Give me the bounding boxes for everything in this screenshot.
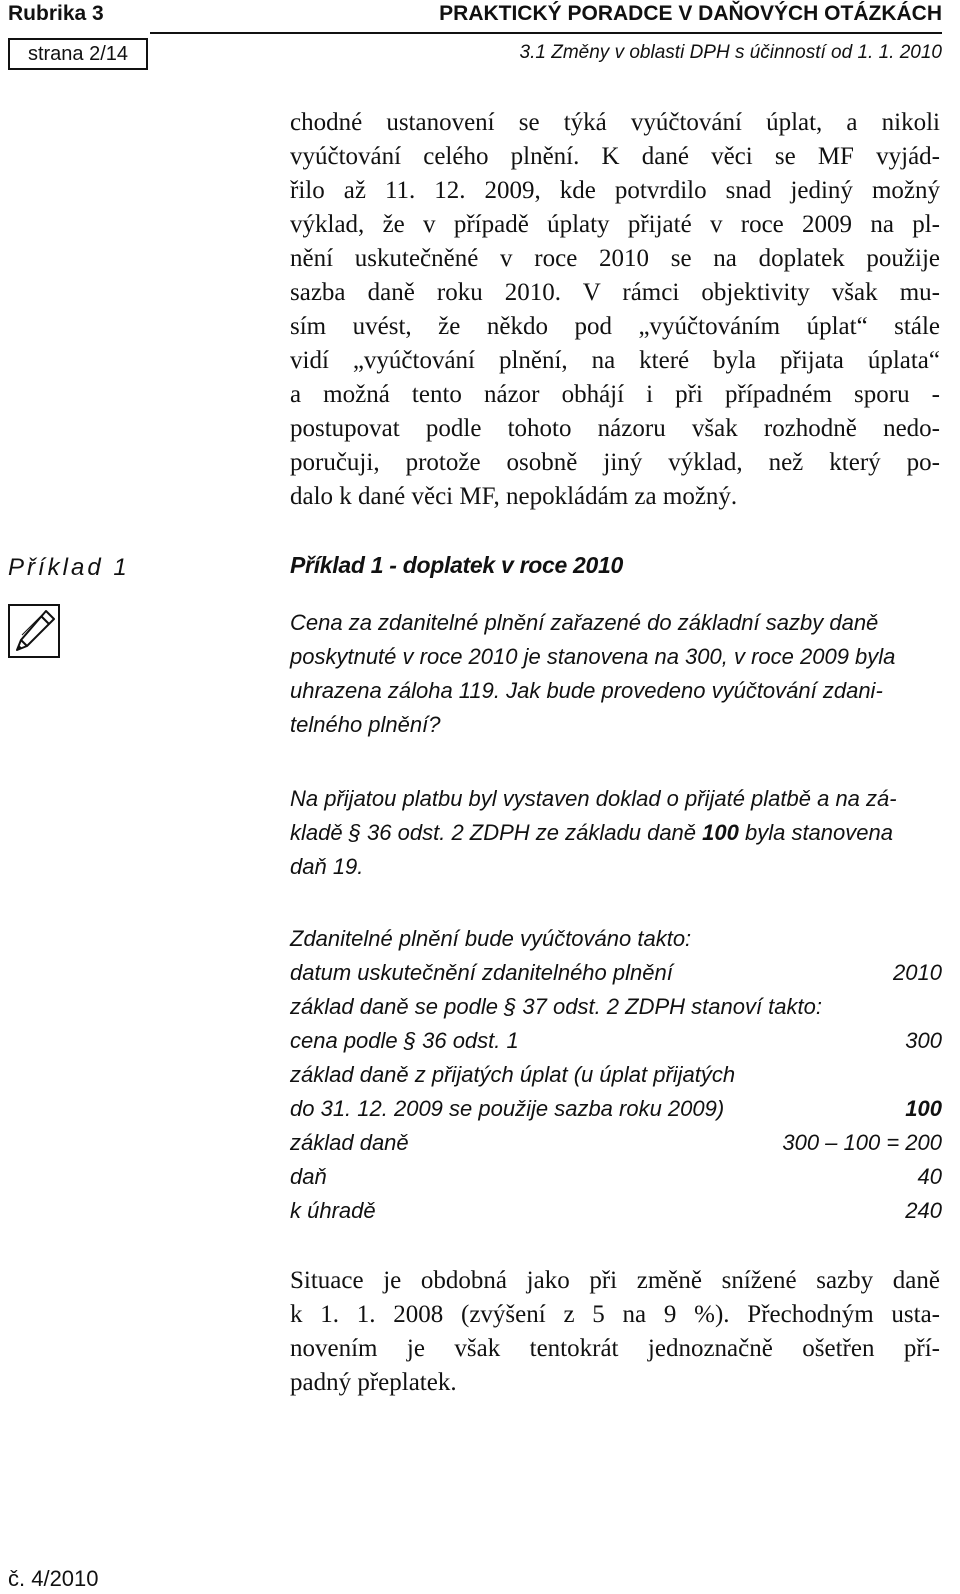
calc-label: k úhradě bbox=[290, 1198, 376, 1223]
chapter-title: 3.1 Změny v oblasti DPH s účinností od 1. 1. 2010 bbox=[519, 42, 942, 63]
calc-label: základ daně bbox=[290, 1130, 409, 1155]
pencil-icon bbox=[8, 604, 60, 658]
calc-label: cena podle § 36 odst. 1 bbox=[290, 1028, 519, 1053]
text-line: dalo k dané věci MF, nepokládám za možný. bbox=[290, 483, 738, 510]
text-line: výklad, že v případě úplaty přijaté v roce 2009 na pl- bbox=[290, 211, 940, 238]
calc-label: do 31. 12. 2009 se použije sazba roku 2009) bbox=[290, 1096, 725, 1121]
issue-number: č. 4/2010 bbox=[8, 1566, 99, 1591]
calc-label: základ daně se podle § 37 odst. 2 ZDPH stanoví takto: bbox=[290, 994, 822, 1019]
example-title: Příklad 1 - doplatek v roce 2010 bbox=[290, 552, 624, 578]
text-line: vidí „vyúčtování plnění, na které byla přijata úplata“ bbox=[290, 347, 940, 374]
calc-label: datum uskutečnění zdanitelného plnění bbox=[290, 960, 673, 985]
tax-base-value: 100 bbox=[702, 820, 739, 845]
calc-row bbox=[290, 1058, 942, 1092]
calc-value: 40 bbox=[917, 1164, 942, 1189]
text-line: chodné ustanovení se týká vyúčtování úplat, a nikoli bbox=[290, 109, 940, 136]
text-line: sím uvést, že někdo pod „vyúčtováním úplat“ stále bbox=[290, 313, 940, 340]
text-line: k 1. 1. 2008 (zvýšení z 5 na 9 %). Přechodným usta- bbox=[290, 1301, 940, 1328]
header-rule bbox=[150, 32, 942, 34]
calc-row bbox=[290, 1024, 942, 1058]
text-line: telného plnění? bbox=[290, 712, 441, 737]
text-line: daň 19. bbox=[290, 854, 364, 879]
page-number-box: strana 2/14 bbox=[8, 38, 148, 70]
text-line bbox=[290, 816, 942, 850]
calc-value: 2010 bbox=[893, 960, 942, 985]
calc-row bbox=[290, 1194, 942, 1228]
calculation-block bbox=[290, 922, 942, 1228]
calc-label: daň bbox=[290, 1164, 327, 1189]
text-line: nění uskutečněné v roce 2010 se na doplatek použije bbox=[290, 245, 940, 272]
calc-intro: Zdanitelné plnění bude vyúčtováno takto: bbox=[290, 926, 692, 951]
calc-value: 100 bbox=[905, 1096, 942, 1121]
calc-value: 240 bbox=[905, 1198, 942, 1223]
calc-value: 300 – 100 = 200 bbox=[782, 1130, 942, 1155]
example-question bbox=[290, 606, 942, 742]
calc-row bbox=[290, 1126, 942, 1160]
closing-paragraph bbox=[290, 1264, 940, 1400]
text-line: poskytnuté v roce 2010 je stanovena na 300, v roce 2009 byla bbox=[290, 644, 896, 669]
text-line: vyúčtování celého plnění. K dané věci se MF vyjád- bbox=[290, 143, 940, 170]
calc-value: 300 bbox=[905, 1028, 942, 1053]
example-margin-label: Příklad 1 bbox=[8, 554, 130, 581]
text-line: Na přijatou platbu byl vystaven doklad o přijaté platbě a na zá- bbox=[290, 786, 897, 811]
text-line: padný přeplatek. bbox=[290, 1369, 457, 1396]
document-note bbox=[290, 782, 942, 884]
text-part: kladě § 36 odst. 2 ZDPH ze základu daně bbox=[290, 820, 703, 845]
calc-row bbox=[290, 1092, 942, 1126]
calc-row bbox=[290, 1160, 942, 1194]
section-label: Rubrika 3 bbox=[8, 2, 104, 25]
publication-title: PRAKTICKÝ PORADCE V DAŇOVÝCH OTÁZKÁCH bbox=[439, 2, 942, 25]
text-line: řilo až 11. 12. 2009, kde potvrdilo snad jediný možný bbox=[290, 177, 940, 204]
text-line: postupovat podle tohoto názoru však rozhodně nedo- bbox=[290, 415, 940, 442]
pencil-icon bbox=[10, 606, 58, 656]
text-line: uhrazena záloha 119. Jak bude provedeno vyúčtování zdani- bbox=[290, 678, 883, 703]
text-line: Situace je obdobná jako při změně snížené sazby daně bbox=[290, 1267, 940, 1294]
text-line: novením je však tentokrát jednoznačně ošetřen pří- bbox=[290, 1335, 940, 1362]
text-line: sazba daně roku 2010. V rámci objektivity však mu- bbox=[290, 279, 940, 306]
text-line: poručuji, protože osobně jiný výklad, než který po- bbox=[290, 449, 940, 476]
text-line: Cena za zdanitelné plnění zařazené do základní sazby daně bbox=[290, 610, 879, 635]
calc-row bbox=[290, 956, 942, 990]
text-line: a možná tento názor obhájí i při případném sporu - bbox=[290, 381, 940, 408]
calc-row bbox=[290, 990, 942, 1024]
intro-paragraph bbox=[290, 106, 940, 514]
text-part: byla stanovena bbox=[738, 820, 893, 845]
calc-label: základ daně z přijatých úplat (u úplat přijatých bbox=[290, 1062, 736, 1087]
